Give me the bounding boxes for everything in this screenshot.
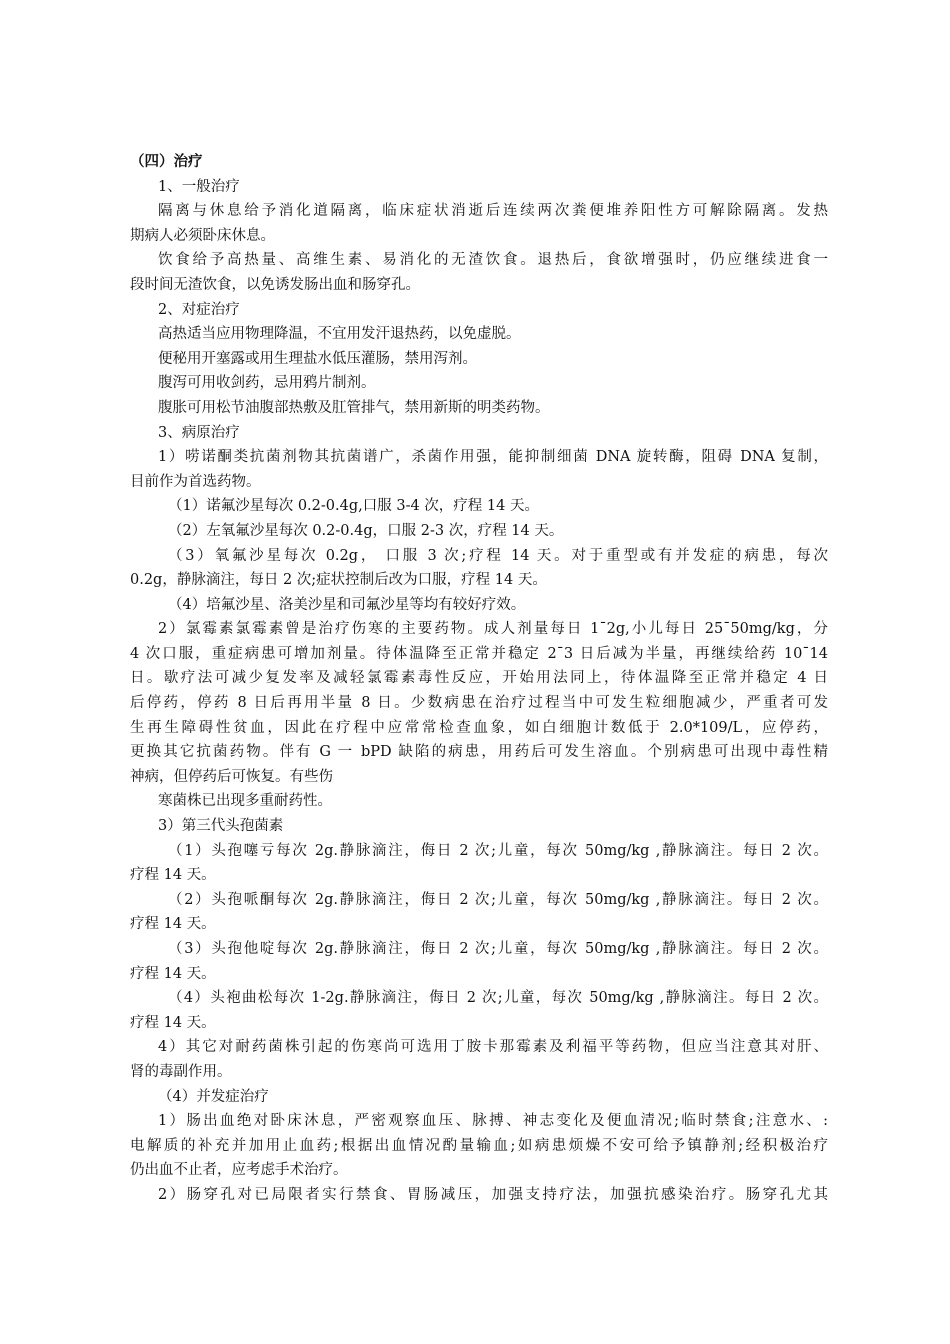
text-line: （2）头孢哌酮每次 2g.静脉滴注，侮日 2 次;儿童，每次 50mg/kg ,静脉滴注。每日 2 次。 [168, 891, 828, 908]
text-line: 电解质的补充并加用止血药;根据出血情况酌量输血;如病患烦燥不安可给予镇静剂;经积极治疗 [130, 1137, 828, 1154]
text-line: 便秘用开塞露或用生理盐水低压灌肠，禁用泻剂。 [158, 350, 477, 367]
text-line: 3、病原治疗 [158, 424, 240, 441]
text-line: 段时间无渣饮食，以免诱发肠出血和肠穿孔。 [130, 276, 420, 293]
text-line: 寒菌株已出现多重耐药性。 [158, 793, 332, 810]
text-line: 疗程 14 天。 [130, 965, 216, 982]
text-line: 目前作为首选药物。 [130, 473, 261, 490]
text-line: （2）左氧氟沙星每次 0.2-0.4g，口服 2-3 次，疗程 14 天。 [168, 522, 564, 539]
text-line: 日。歇疗法可减少复发率及减轻氯霉素毒性反应，开始用法同上，待体温降至正常并稳定 4 日 [130, 670, 828, 687]
text-line: 疗程 14 天。 [130, 916, 216, 933]
text-line: 疗程 14 天。 [130, 867, 216, 884]
text-line: （3）氧氟沙星每次 0.2g， 口服 3 次;疗程 14 天。对于重型或有并发症的病患，每次 [168, 547, 828, 564]
text-line: 肾的毒副作用。 [130, 1063, 232, 1080]
text-line: 更换其它抗菌药物。伴有 G 一 bPD 缺陷的病患，用药后可发生溶血。个别病患可出现中毒性精 [130, 744, 828, 761]
text-line: 神病，但停药后可恢复。有些伤 [130, 768, 333, 785]
text-line: （4）培氟沙星、洛美沙星和司氟沙星等均有较好疗效。 [168, 596, 526, 613]
text-line: （4）并发症治疗 [158, 1088, 269, 1105]
text-line: （3）头孢他啶每次 2g.静脉滴注，侮日 2 次;儿童，每次 50mg/kg ,静脉滴注。每日 2 次。 [168, 941, 828, 957]
text-line: 隔离与休息给予消化道隔离，临床症状消逝后连续两次粪便堆养阳性方可解除隔离。发热 [158, 203, 828, 220]
text-line: （4）头袍曲松每次 1-2g.静脉滴注，侮日 2 次;儿童，每次 50mg/kg ,静脉滴注。每日 2 次。 [168, 990, 828, 1007]
text-line: 1）肠出血绝对卧床沐息，严密观察血压、脉搏、神志变化及便血清况;临时禁食;注意水、: [158, 1113, 828, 1130]
text-line: 期病人必须卧床休息。 [130, 227, 275, 244]
text-line: 疗程 14 天。 [130, 1014, 216, 1031]
text-line: 2）氯霉素氯霉素曾是治疗伤寒的主要药物。成人剂量每日 1¯2g,小儿每日 25¯50mg/kg，分 [158, 621, 828, 638]
text-line: 2）肠穿孔对已局限者实行禁食、胃肠减压，加强支持疗法，加强抗感染治疗。肠穿孔尤其 [158, 1186, 828, 1203]
text-line: 0.2g，静脉滴注，每日 2 次;症状控制后改为口服，疗程 14 天。 [130, 572, 547, 589]
text-line: 仍出血不止者，应考虑手术治疗。 [130, 1162, 348, 1179]
text-line: 高热适当应用物理降温，不宜用发汗退热药，以免虚脱。 [158, 326, 521, 343]
text-line: 4 次口服，重症病患可增加剂量。待体温降至正常并稳定 2¯3 日后减为半量，再继续给药 10¯14 [130, 645, 828, 662]
text-line: （1）诺氟沙星每次 0.2-0.4g,口服 3-4 次，疗程 14 天。 [168, 498, 539, 515]
section-heading: （四）治疗 [130, 153, 203, 170]
text-line: 生再生障碍性贫血，因此在疗程中应常常检查血象，如白细胞计数低于 2.0*109/L，应停药， [130, 719, 828, 736]
text-line: 1、一般治疗 [158, 178, 240, 195]
text-line: （1）头孢噻亏每次 2g.静脉滴注，侮日 2 次;儿童，每次 50mg/kg ,静脉滴注。每日 2 次。 [168, 842, 828, 859]
document-body [130, 150, 828, 1208]
text-line: 腹泻可用收剑药，忌用鸦片制剂。 [158, 375, 376, 392]
text-line: 饮食给予高热量、高维生素、易消化的无渣饮食。退热后，食欲增强时，仍应继续进食一 [158, 252, 828, 269]
text-line: 后停药，停药 8 日后再用半量 8 日。少数病患在治疗过程当中可发生粒细胞减少，严重者可发 [130, 695, 828, 712]
text-line: 4）其它对耐药菌株引起的伤寒尚可选用丁胺卡那霉素及利福平等药物，但应当注意其对肝、 [158, 1039, 828, 1056]
text-line: 1）唠诺酮类抗菌剂物其抗菌谱广，杀菌作用强，能抑制细菌 DNA 旋转酶，阻碍 DNA 复制， [158, 449, 828, 466]
text-line: 3）第三代头孢菌素 [158, 818, 284, 835]
text-line: 2、对症治疗 [158, 301, 240, 318]
text-line: 腹胀可用松节油腹部热敷及肛管排气，禁用新斯的明类药物。 [158, 399, 550, 416]
